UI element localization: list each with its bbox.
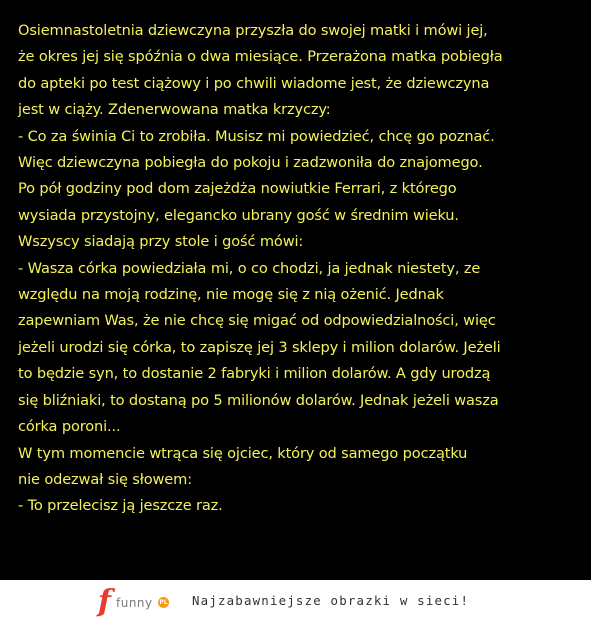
- logo-mark-icon: f: [98, 584, 111, 619]
- site-logo[interactable]: [98, 584, 178, 619]
- joke-line: do apteki po test ciążowy i po chwili wiadome jest, że dziewczyna: [18, 74, 490, 92]
- joke-line: nie odezwał się słowem:: [18, 470, 192, 488]
- joke-line: względu na moją rodzinę, nie mogę się z nią ożenić. Jednak: [18, 286, 444, 304]
- joke-line: wysiada przystojny, elegancko ubrany gość w średnim wieku.: [18, 206, 459, 224]
- logo-text: funny: [116, 596, 153, 610]
- joke-line: Osiemnastoletnia dziewczyna przyszła do swojej matki i mówi jej,: [18, 22, 488, 39]
- logo-badge: PL: [159, 599, 168, 606]
- joke-line: że okres jej się spóźnia o dwa miesiące. Przerażona matka pobiegła: [18, 48, 503, 66]
- joke-line: - Wasza córka powiedziała mi, o co chodzi, ja jednak niestety, ze: [18, 259, 481, 277]
- joke-line: jest w ciąży. Zdenerwowana matka krzyczy:: [18, 101, 331, 119]
- joke-line: Więc dziewczyna pobiegła do pokoju i zadzwoniła do znajomego.: [18, 154, 483, 172]
- joke-line: zapewniam Was, że nie chcę się migać od odpowiedzialności, więc: [18, 312, 496, 330]
- site-footer: [0, 580, 591, 622]
- joke-line: Po pół godziny pod dom zajeżdża nowiutkie Ferrari, z którego: [18, 180, 457, 198]
- site-tagline: Najzabawniejsze obrazki w sieci!: [192, 593, 470, 608]
- joke-line: - To przelecisz ją jeszcze raz.: [18, 497, 223, 515]
- joke-line: się bliźniaki, to dostaną po 5 milionów dolarów. Jednak jeżeli wasza: [18, 391, 499, 409]
- joke-text: [18, 18, 578, 520]
- joke-line: to będzie syn, to dostanie 2 fabryki i milion dolarów. A gdy urodzą: [18, 365, 491, 383]
- joke-line: Wszyscy siadają przy stole i gość mówi:: [18, 233, 304, 251]
- joke-line: W tym momencie wtrąca się ojciec, który od samego początku: [18, 444, 468, 462]
- joke-line: jeżeli urodzi się córka, to zapiszę jej 3 sklepy i milion dolarów. Jeżeli: [18, 338, 501, 356]
- joke-line: - Co za świnia Ci to zrobiła. Musisz mi powiedzieć, chcę go poznać.: [18, 127, 495, 145]
- joke-line: córka poroni...: [18, 418, 121, 436]
